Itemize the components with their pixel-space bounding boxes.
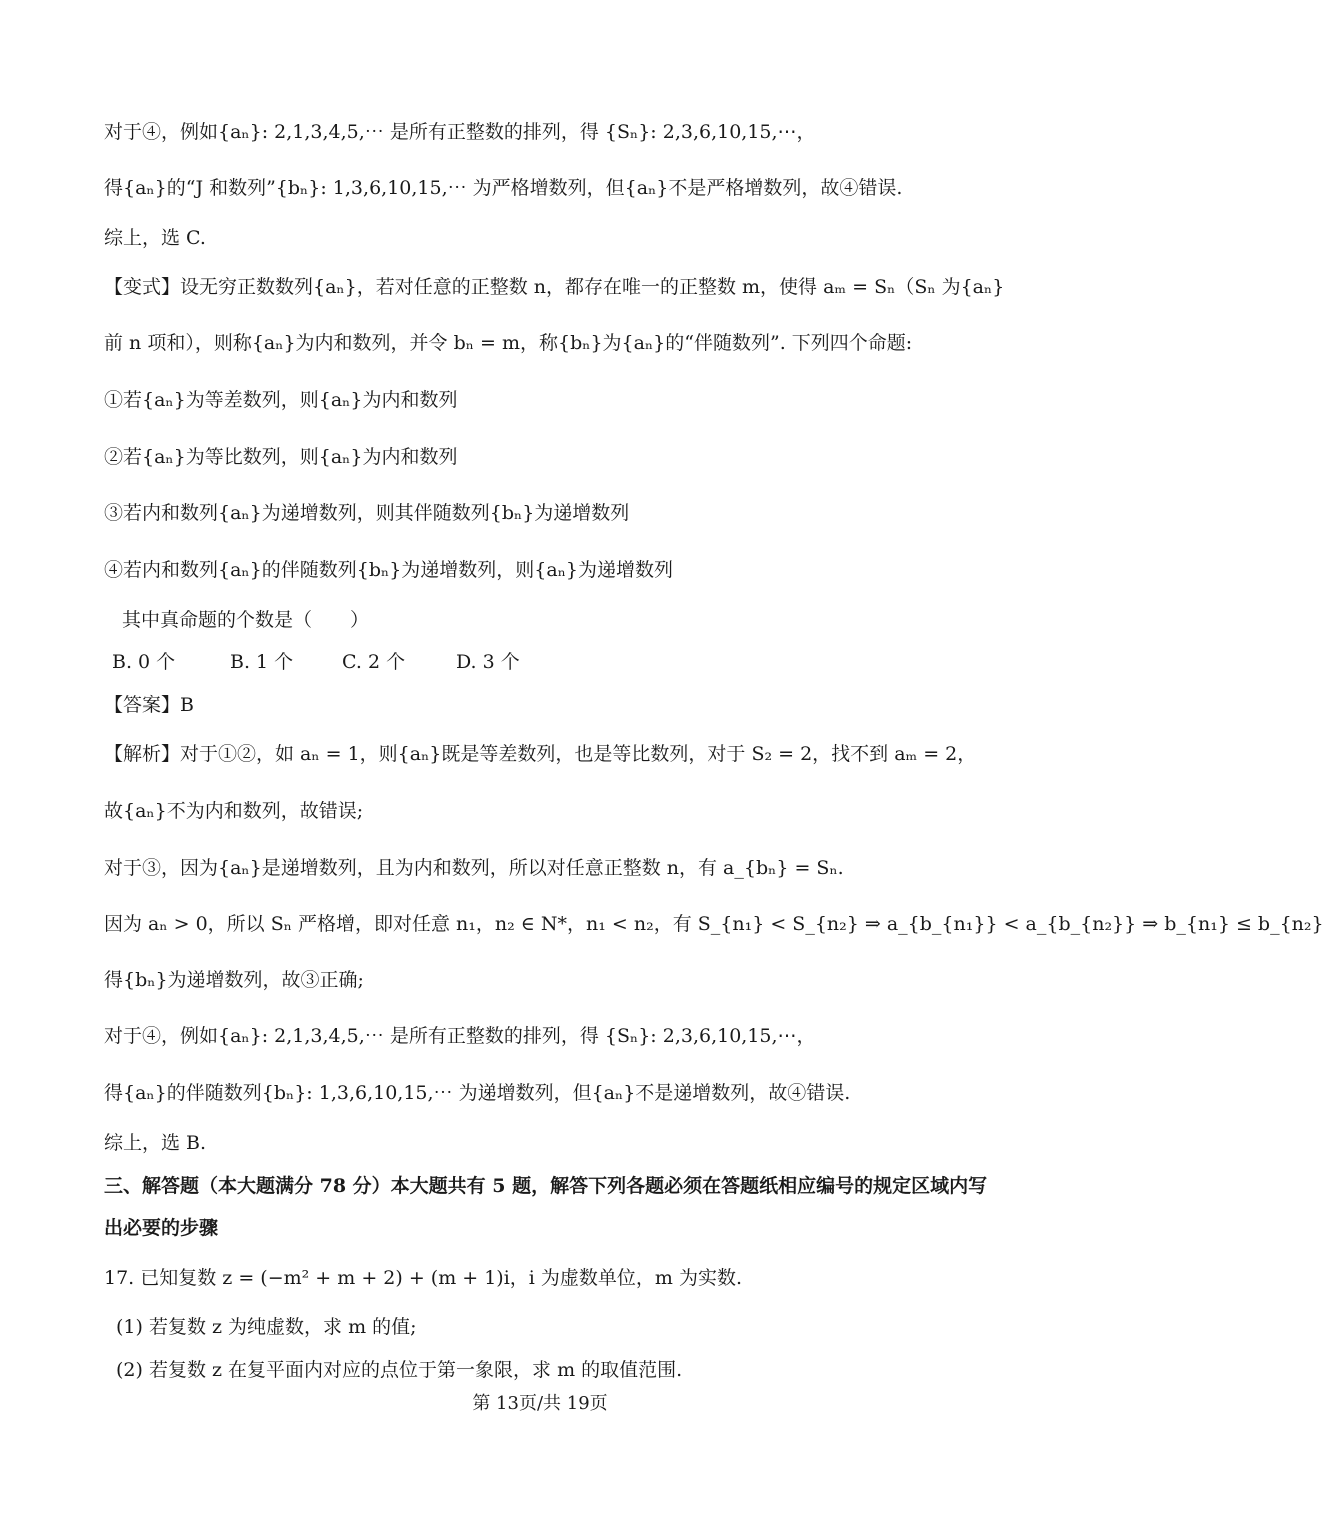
text-line: ③若内和数列{aₙ}为递增数列，则其伴随数列{bₙ}为递增数列: [104, 502, 630, 524]
answer-line: 【答案】B: [104, 694, 194, 716]
choice-d: D. 3 个: [456, 651, 520, 673]
question-prompt: 其中真命题的个数是（ ）: [122, 609, 370, 631]
text-line: 对于③，因为{aₙ}是递增数列，且为内和数列，所以对任意正整数 n，有 a_{bₙ} = Sₙ.: [104, 857, 844, 879]
text-line: 【变式】设无穷正数数列{aₙ}，若对任意的正整数 n，都存在唯一的正整数 m，使得 aₘ = Sₙ（Sₙ 为{aₙ}: [104, 276, 1005, 298]
text-line: 对于④，例如{aₙ}: 2,1,3,4,5,⋯ 是所有正整数的排列，得 {Sₙ}: 2,3,6,10,15,⋯，: [104, 1025, 816, 1047]
text-line: 得{aₙ}的伴随数列{bₙ}: 1,3,6,10,15,⋯ 为递增数列，但{aₙ}不是递增数列，故④错误.: [104, 1082, 851, 1104]
section-heading-cont: 出必要的步骤: [104, 1217, 219, 1239]
text-line: 综上，选 B.: [104, 1132, 207, 1154]
page-footer: 第 13页/共 19页: [472, 1393, 608, 1414]
text-line: 前 n 项和），则称{aₙ}为内和数列，并令 bₙ = m，称{bₙ}为{aₙ}的“伴随数列”. 下列四个命题:: [104, 332, 913, 354]
text-line: 对于④，例如{aₙ}: 2,1,3,4,5,⋯ 是所有正整数的排列，得 {Sₙ}: 2,3,6,10,15,⋯，: [104, 121, 816, 143]
text-line: 得{aₙ}的“J 和数列”{bₙ}: 1,3,6,10,15,⋯ 为严格增数列，但{aₙ}不是严格增数列，故④错误.: [104, 177, 903, 199]
choice-c: C. 2 个: [342, 651, 406, 673]
problem-17-part-2: (2) 若复数 z 在复平面内对应的点位于第一象限，求 m 的取值范围.: [116, 1359, 683, 1381]
text-line: 综上，选 C.: [104, 227, 206, 249]
text-line: 因为 aₙ > 0，所以 Sₙ 严格增，即对任意 n₁，n₂ ∈ N*，n₁ < n₂，有 S_{n₁} < S_{n₂} ⇒ a_{b_{n₁}} < a_{b_{n₂}} ⇒ b_{n₁} ≤ b_{n₂}: [104, 913, 1324, 935]
choice-b: B. 1 个: [230, 651, 294, 673]
text-line: ①若{aₙ}为等差数列，则{aₙ}为内和数列: [104, 389, 458, 411]
text-line: ②若{aₙ}为等比数列，则{aₙ}为内和数列: [104, 446, 458, 468]
text-line: 得{bₙ}为递增数列，故③正确;: [104, 969, 364, 991]
section-heading: 三、解答题（本大题满分 78 分）本大题共有 5 题，解答下列各题必须在答题纸相应编号的规定区域内写: [104, 1175, 988, 1197]
text-line: 故{aₙ}不为内和数列，故错误;: [104, 800, 364, 822]
problem-17-part-1: (1) 若复数 z 为纯虚数，求 m 的值;: [116, 1316, 417, 1338]
text-line: ④若内和数列{aₙ}的伴随数列{bₙ}为递增数列，则{aₙ}为递增数列: [104, 559, 674, 581]
text-line: 【解析】对于①②，如 aₙ = 1，则{aₙ}既是等差数列，也是等比数列，对于 S₂ = 2，找不到 aₘ = 2，: [104, 743, 977, 765]
choice-a: B. 0 个: [112, 651, 176, 673]
problem-17: 17. 已知复数 z = (−m² + m + 2) + (m + 1)i，i 为虚数单位，m 为实数.: [104, 1267, 743, 1289]
